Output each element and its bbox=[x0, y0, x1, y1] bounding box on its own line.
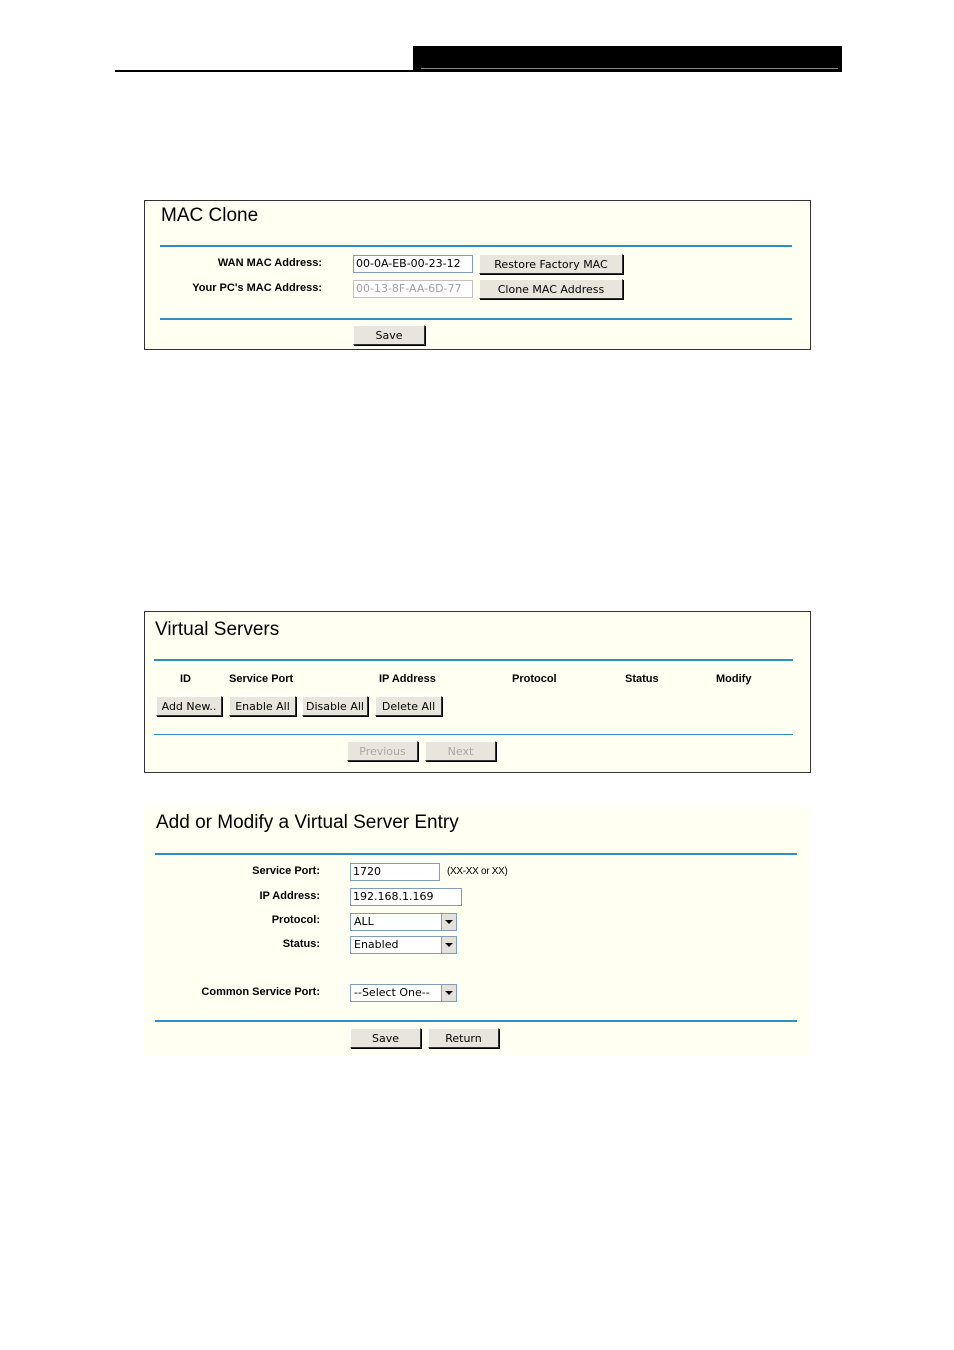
chevron-down-icon[interactable] bbox=[441, 914, 456, 930]
mac-clone-panel bbox=[144, 200, 811, 350]
protocol-select[interactable] bbox=[350, 913, 457, 931]
restore-factory-mac-button[interactable]: Restore Factory MAC bbox=[479, 254, 623, 274]
wan-mac-input[interactable]: 00-0A-EB-00-23-12 bbox=[353, 255, 473, 273]
pc-mac-label: Your PC's MAC Address: bbox=[192, 282, 322, 294]
chevron-down-icon[interactable] bbox=[441, 985, 456, 1001]
disable-all-button[interactable]: Disable All bbox=[302, 696, 368, 716]
column-header-status: Status bbox=[625, 673, 659, 685]
status-select-value: Enabled bbox=[354, 938, 399, 951]
virtual-server-entry-panel bbox=[144, 807, 810, 1055]
previous-button[interactable]: Previous bbox=[347, 741, 418, 761]
pc-mac-input: 00-13-8F-AA-6D-77 bbox=[353, 280, 473, 298]
divider bbox=[155, 853, 797, 855]
ip-address-label: IP Address: bbox=[259, 890, 320, 902]
column-header-ip-address: IP Address bbox=[379, 673, 436, 685]
status-label: Status: bbox=[282, 938, 320, 950]
mac-clone-title: MAC Clone bbox=[161, 205, 259, 226]
common-service-port-select[interactable] bbox=[350, 984, 457, 1002]
entry-save-button[interactable]: Save bbox=[350, 1028, 421, 1048]
common-service-port-label: Common Service Port: bbox=[201, 986, 320, 998]
protocol-select-value: ALL bbox=[354, 915, 374, 928]
header-bar bbox=[413, 46, 842, 72]
status-select[interactable] bbox=[350, 936, 457, 954]
add-new-button[interactable]: Add New.. bbox=[156, 696, 222, 716]
header-rule bbox=[115, 70, 415, 72]
chevron-down-icon[interactable] bbox=[441, 937, 456, 953]
clone-mac-address-button[interactable]: Clone MAC Address bbox=[479, 279, 623, 299]
divider bbox=[160, 318, 792, 320]
entry-form-title: Add or Modify a Virtual Server Entry bbox=[156, 812, 459, 833]
virtual-servers-panel bbox=[144, 611, 811, 773]
enable-all-button[interactable]: Enable All bbox=[229, 696, 296, 716]
protocol-label: Protocol: bbox=[271, 914, 320, 926]
entry-return-button[interactable]: Return bbox=[428, 1028, 499, 1048]
column-header-modify: Modify bbox=[716, 673, 752, 685]
service-port-label: Service Port: bbox=[252, 865, 320, 877]
wan-mac-label: WAN MAC Address: bbox=[217, 257, 322, 269]
service-port-hint: (XX-XX or XX) bbox=[447, 866, 508, 877]
divider bbox=[154, 734, 793, 735]
column-header-id: ID bbox=[180, 673, 191, 685]
virtual-servers-title: Virtual Servers bbox=[155, 619, 280, 640]
mac-clone-save-button[interactable]: Save bbox=[353, 325, 425, 345]
divider bbox=[160, 245, 792, 247]
common-service-port-select-value: --Select One-- bbox=[354, 986, 430, 999]
delete-all-button[interactable]: Delete All bbox=[375, 696, 442, 716]
divider bbox=[155, 1020, 797, 1022]
next-button[interactable]: Next bbox=[425, 741, 496, 761]
column-header-protocol: Protocol bbox=[512, 673, 557, 685]
divider bbox=[154, 659, 793, 661]
ip-address-input[interactable]: 192.168.1.169 bbox=[350, 888, 462, 906]
column-header-service-port: Service Port bbox=[229, 673, 294, 685]
service-port-input[interactable]: 1720 bbox=[350, 863, 440, 881]
